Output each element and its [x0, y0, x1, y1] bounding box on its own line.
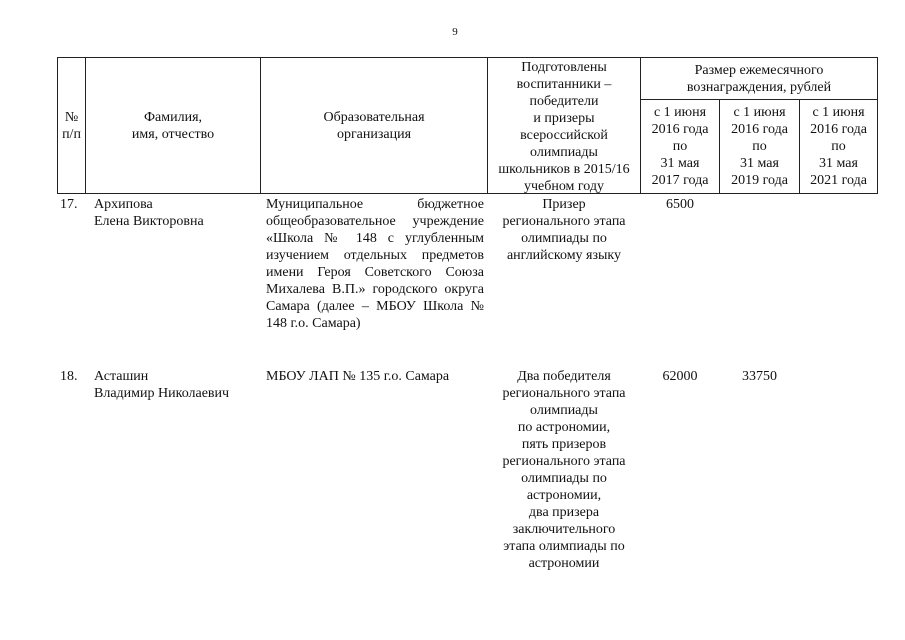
row-achievement: Два победителя регионального этапа олимпиады по астрономии, пять призеров регионального этапа олимпиады по астрономии, два призера заключительного этапа олимпиады по астрономии	[502, 369, 626, 571]
row-reward-2017: 6500	[666, 197, 694, 212]
row-reward-2017: 62000	[662, 369, 698, 384]
page-number: 9	[452, 26, 458, 38]
row-full-name: Архипова Елена Викторовна	[94, 197, 204, 229]
header-col-number: № п/п	[62, 109, 81, 142]
row-reward-2019: 33750	[742, 369, 777, 384]
header-reward-period-2021: с 1 июня 2016 года по 31 мая 2021 года	[810, 105, 867, 188]
header-reward-period-2019: с 1 июня 2016 года по 31 мая 2019 года	[731, 105, 788, 188]
row-number: 18.	[60, 369, 78, 384]
header-col-organization: Образовательная организация	[323, 109, 425, 142]
row-full-name: Асташин Владимир Николаевич	[94, 369, 230, 401]
row-achievement: Призер регионального этапа олимпиады по английскому языку	[502, 197, 626, 263]
header-col-prepared: Подготовлены воспитанники – победители и призеры всероссийской олимпиады школьников в 2015/16 учебном году	[498, 60, 630, 194]
header-col-reward-group: Размер ежемесячного вознаграждения, рублей	[686, 62, 832, 95]
header-reward-period-2017: с 1 июня 2016 года по 31 мая 2017 года	[651, 105, 709, 188]
row-organization: Муниципальное бюджетное общеобразовательное учреждение «Школа № 148 с углубленным изучением отдельных предметов имени Героя Советского Союза Михалева В.П.» городского округа Самара (далее – МБОУ Школа № 148 г.о. Самара)	[266, 197, 484, 331]
header-col-name: Фамилия, имя, отчество	[131, 109, 215, 142]
row-number: 17.	[60, 197, 78, 212]
row-organization: МБОУ ЛАП № 135 г.о. Самара	[266, 369, 450, 384]
